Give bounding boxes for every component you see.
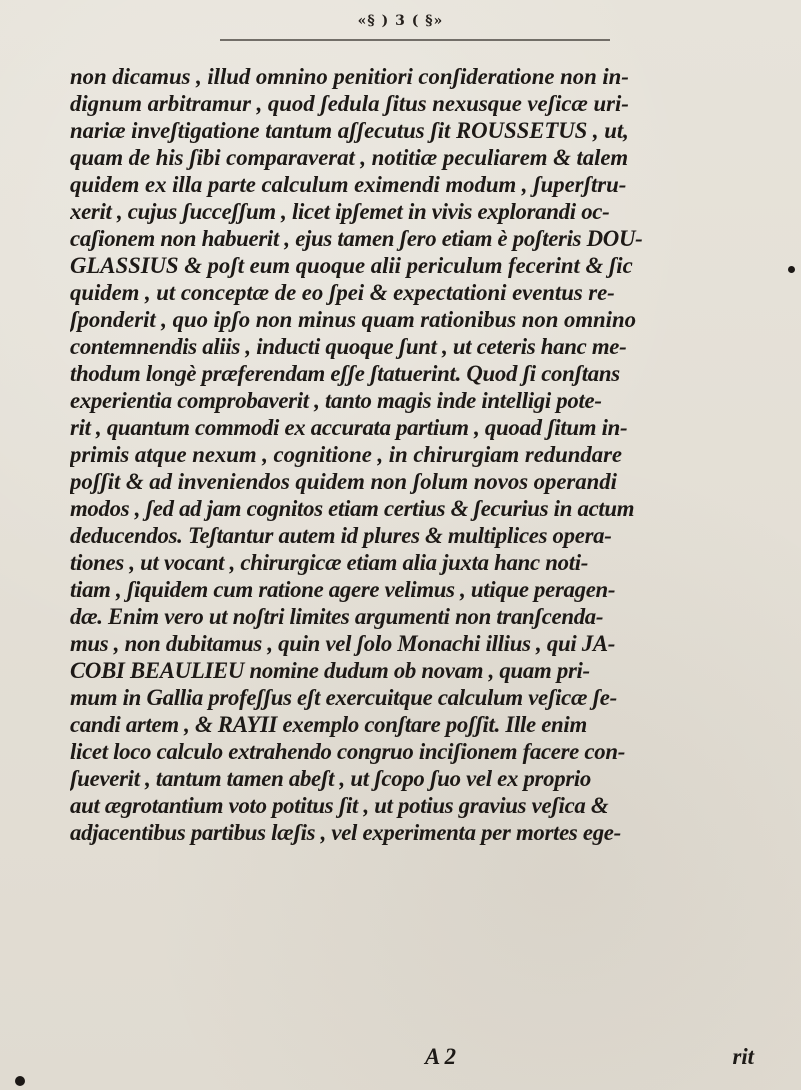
text-line: adjacentibus partibus læʃis , vel experimenta per mortes ege- — [70, 820, 621, 845]
text-line: poʃʃit & ad inveniendos quidem non ʃolum novos operandi — [70, 469, 617, 494]
header-rule — [220, 39, 610, 41]
text-line: mum in Gallia profeʃʃus eʃt exercuitque calculum veʃicæ ʃe- — [70, 685, 617, 710]
catchword: rit — [732, 1044, 754, 1069]
text-line: deducendos. Teʃtantur autem id plures & multiplices opera- — [70, 523, 612, 548]
text-line: candi artem , & RAYII exemplo conʃtare poʃʃit. Ille enim — [70, 712, 587, 737]
text-line: licet loco calculo extrahendo congruo inciʃionem facere con- — [70, 739, 625, 764]
text-line: aut ægrotantium voto potitus ʃit , ut potius gravius veʃica & — [70, 793, 609, 818]
margin-ink-dot — [15, 1076, 25, 1086]
text-line: COBI BEAULIEU nomine dudum ob novam , quam pri- — [70, 658, 590, 683]
text-line: ʃponderit , quo ipʃo non minus quam rationibus non omnino — [70, 307, 636, 332]
text-line: xerit , cujus ʃucceʃʃum , licet ipʃemet in vivis explorandi oc- — [70, 199, 610, 224]
running-head: «§ ) 3 ( §» — [357, 13, 444, 29]
text-line: quam de his ʃibi comparaverat , notitiæ peculiarem & talem — [70, 145, 629, 170]
margin-ink-dot — [788, 266, 795, 273]
text-line: mus , non dubitamus , quin vel ʃolo Monachi illius , qui JA- — [70, 631, 616, 656]
text-line: primis atque nexum , cognitione , in chirurgiam redundare — [70, 442, 622, 467]
page-footer — [70, 1044, 764, 1071]
text-line: quidem , ut conceptæ de eo ʃpei & expectationi eventus re- — [70, 280, 615, 305]
text-line: quidem ex illa parte calculum eximendi modum , ʃuperʃtru- — [70, 172, 627, 197]
main-text — [70, 63, 764, 846]
signature-mark: A 2 — [425, 1044, 457, 1069]
text-line: caʃionem non habuerit , ejus tamen ʃero etiam è poʃteris DOU- — [70, 226, 643, 251]
text-line: modos , ʃed ad jam cognitos etiam certius & ʃecurius in actum — [70, 496, 635, 521]
text-line: rit , quantum commodi ex accurata partium , quoad ʃitum in- — [70, 415, 628, 440]
text-line: contemnendis aliis , inducti quoque ʃunt , ut ceteris hanc me- — [70, 334, 627, 359]
text-line: thodum longè præferendam eʃʃe ʃtatuerint. Quod ʃi conʃtans — [70, 361, 620, 386]
text-line: dignum arbitramur , quod ʃedula ʃitus nexusque veʃicæ uri- — [70, 91, 629, 116]
text-line: tiones , ut vocant , chirurgicæ etiam alia juxta hanc noti- — [70, 550, 589, 575]
text-line: tiam , ʃiquidem cum ratione agere velimus , utique peragen- — [70, 577, 616, 602]
text-line: nariæ inveʃtigatione tantum aʃʃecutus ʃit ROUSSETUS , ut, — [70, 118, 629, 143]
text-line: non dicamus , illud omnino penitiori conʃideratione non in- — [70, 64, 629, 89]
text-line: ʃueverit , tantum tamen abeʃt , ut ʃcopo ʃuo vel ex proprio — [70, 766, 592, 791]
text-line: GLASSIUS & poʃt eum quoque alii periculum fecerint & ʃic — [70, 253, 633, 278]
text-line: dæ. Enim vero ut noʃtri limites argumenti non tranʃcenda- — [70, 604, 604, 629]
text-line: experientia comprobaverit , tanto magis inde intelligi pote- — [70, 388, 602, 413]
